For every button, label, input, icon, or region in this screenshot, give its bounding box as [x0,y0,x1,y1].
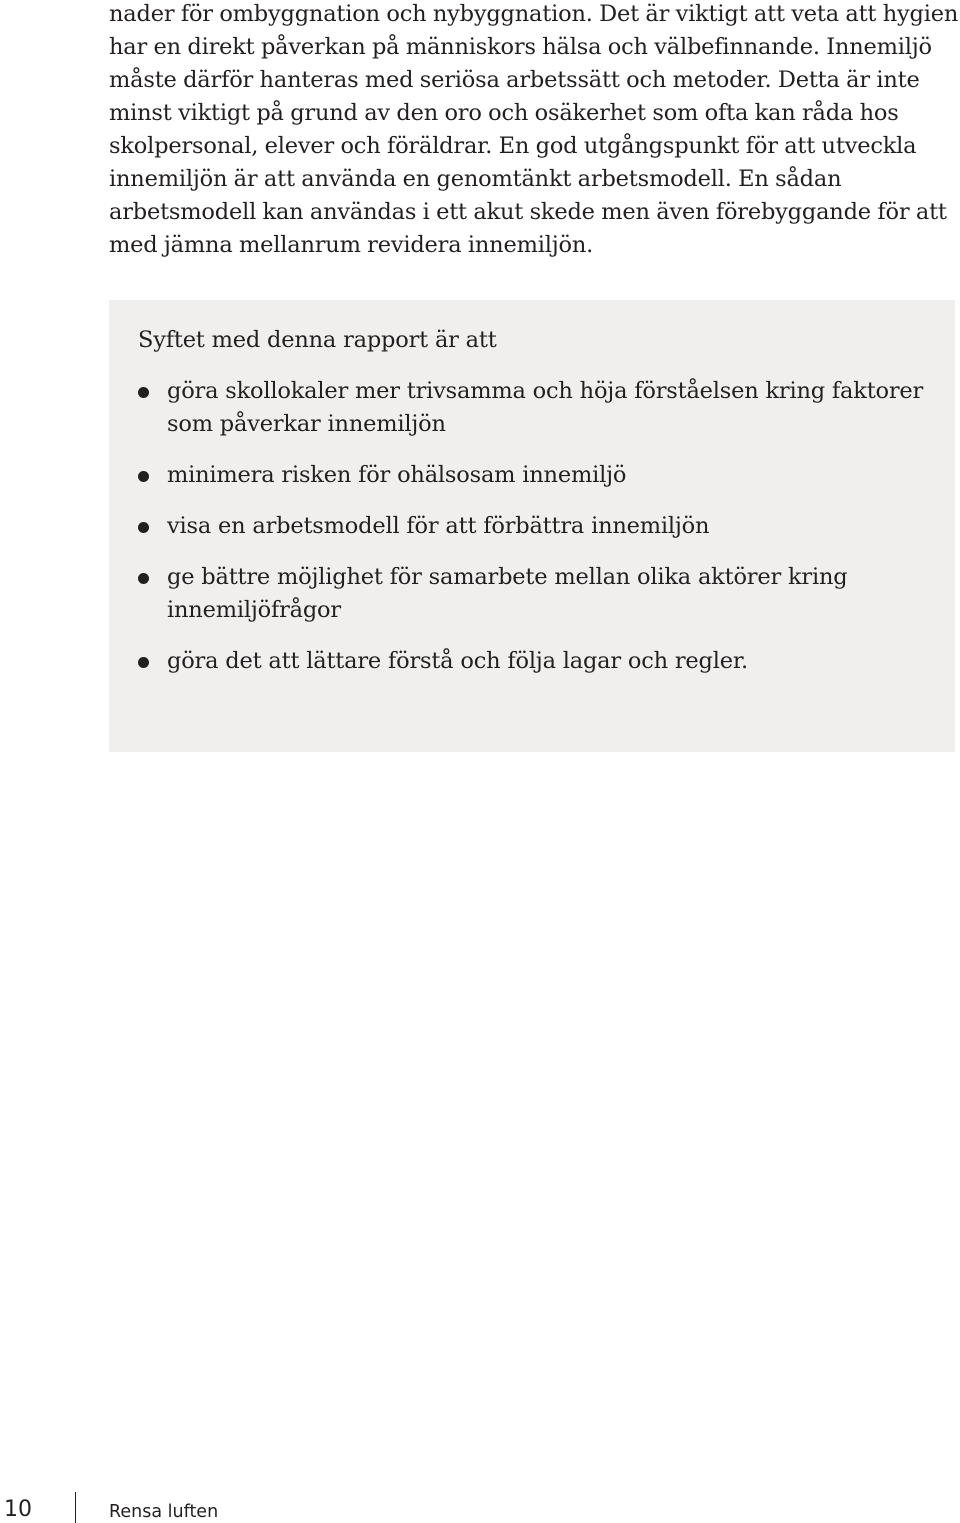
bullet-icon [138,471,149,482]
page-number: 10 [4,1497,32,1522]
bullet-icon [138,657,149,668]
bullet-icon [138,573,149,584]
running-title: Rensa luften [109,1502,219,1522]
purpose-item-text: göra skollokaler mer trivsamma och höja förståelsen kring faktorer som påverkar innemiljön [167,378,924,437]
purpose-item-text: minimera risken för ohälsosam innemiljö [167,462,627,488]
bullet-icon [138,522,149,533]
purpose-intro: Syftet med denna rapport är att [138,327,497,353]
purpose-item-text: visa en arbetsmodell för att förbättra innemiljön [167,513,710,539]
purpose-list-item [138,510,938,543]
footer-divider [75,1492,76,1523]
purpose-list-item [138,561,938,627]
purpose-box [109,300,955,752]
bullet-icon [138,387,149,398]
purpose-item-text: ge bättre möjlighet för samarbete mellan olika aktörer kring innemiljöfrågor [167,564,848,623]
purpose-item-text: göra det att lättare förstå och följa lagar och regler. [167,648,748,674]
purpose-list [138,375,938,696]
purpose-list-item [138,645,938,678]
purpose-list-item [138,375,938,441]
body-paragraph: nader för ombyggnation och nybyggnation. Det är viktigt att veta att hygien har en direkt påverkan på människors hälsa och välbefinnande. Innemiljö måste därför hanteras med seriösa arbetssätt och metoder. Detta är inte minst viktigt på grund av den oro och osäkerhet som ofta kan råda hos skolpersonal, elever och föräldrar. En god utgångspunkt för att utveckla innemiljön är att använda en genomtänkt arbetsmodell. En sådan arbetsmodell kan användas i ett akut skede men även förebyggande för att med jämna mellanrum revidera innemiljön. [109,1,959,258]
purpose-list-item [138,459,938,492]
